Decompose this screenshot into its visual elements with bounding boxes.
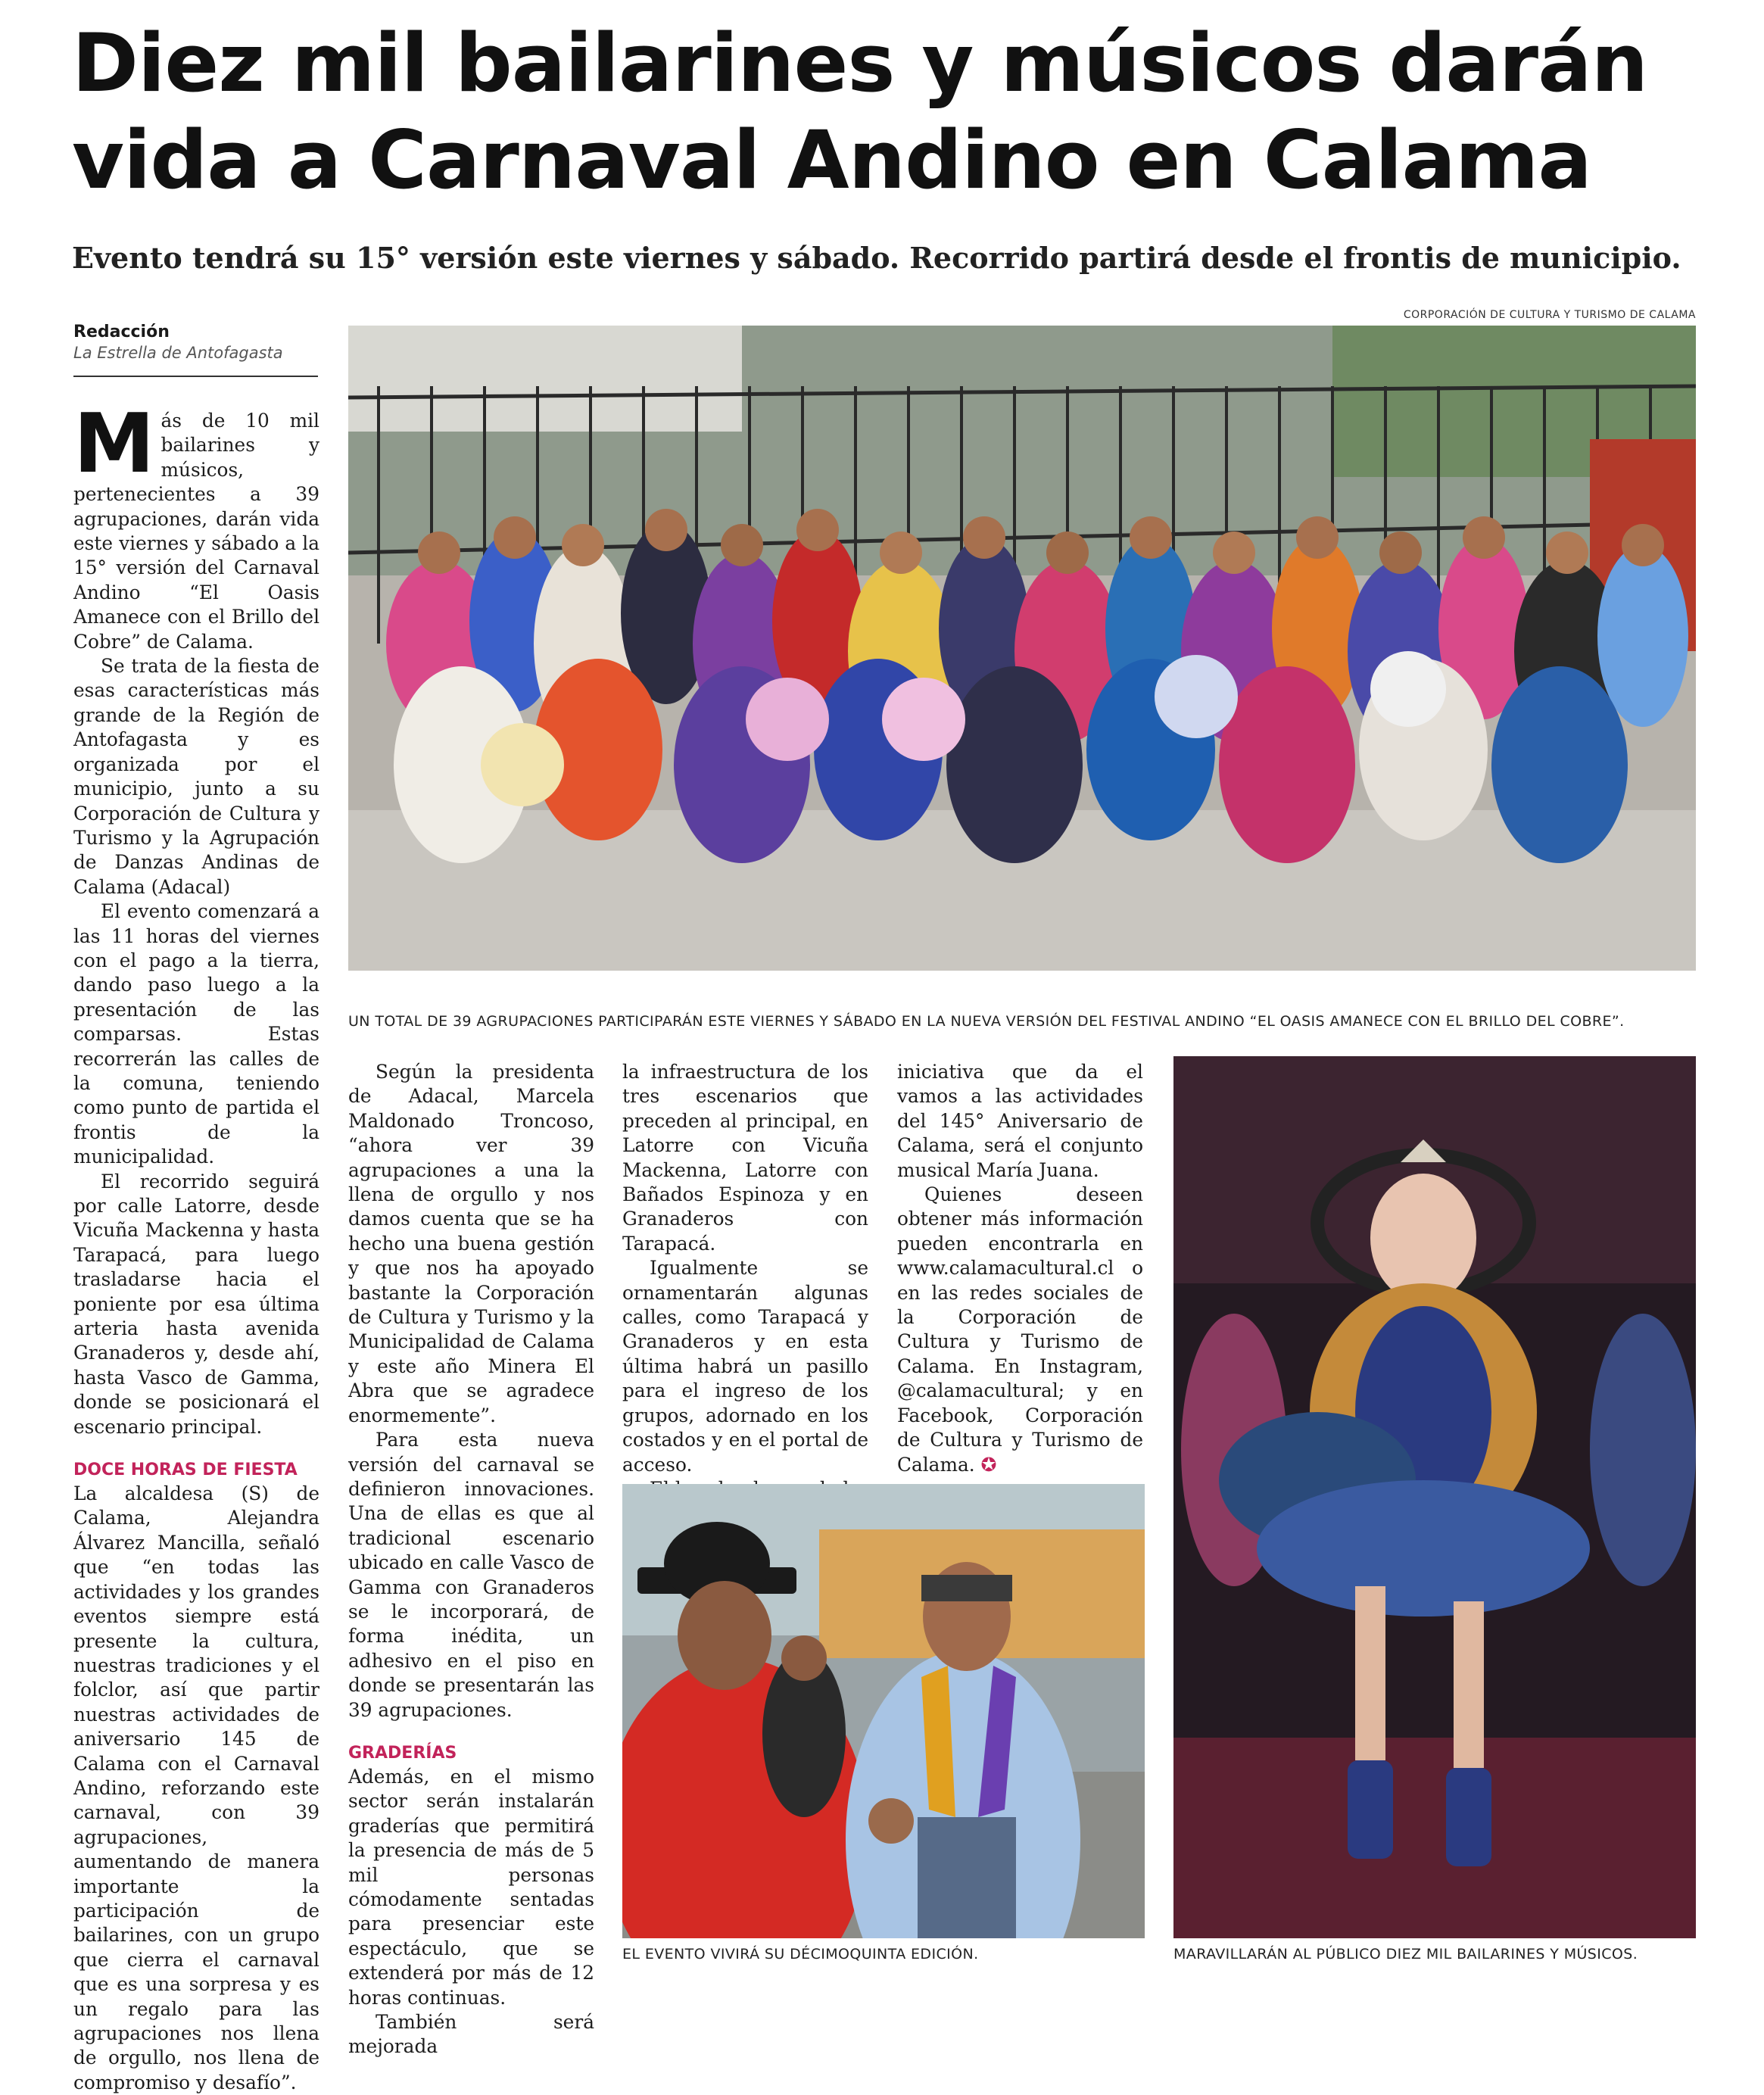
- paragraph-10: la infraestructura de los tres escenarios que preceden al principal, en Latorre con Vicuña Mackenna, Latorre con Bañados Espinoza y en Granaderos con Tarapacá.: [622, 1061, 868, 1255]
- dancer-photo-caption: MARAVILLARÁN AL PÚBLICO DIEZ MIL BAILARINES Y MÚSICOS.: [1173, 1946, 1638, 1963]
- article-column-3: [622, 1060, 868, 1501]
- article-column-2: [348, 1060, 594, 2059]
- paragraph-7: Para esta nueva versión del carnaval se definieron innovaciones. Una de ellas es que al tradicional escenario ubicado en calle Vasco de Gamma con Granaderos se le incorporará, de forma inédita, un adhesivo en el piso en donde se presentarán las 39 agrupaciones.: [348, 1429, 594, 1721]
- section-heading-doce-horas: DOCE HORAS DE FIESTA: [73, 1461, 298, 1480]
- handshake-photo-caption: EL EVENTO VIVIRÁ SU DÉCIMOQUINTA EDICIÓN.: [622, 1946, 979, 1963]
- article-column-1: [73, 397, 319, 2095]
- byline-publication: La Estrella de Antofagasta: [73, 344, 283, 362]
- paragraph-6: Según la presidenta de Adacal, Marcela Maldonado Troncoso, “ahora ver 39 agrupaciones a una la llena de orgullo y nos damos cuenta que se ha hecho una buena gestión y que nos ha apoyado bastante la Corporación de Cultura y Turismo y la Municipalidad de Calama y este año Minera El Abra que se agradece enormemente”.: [348, 1061, 594, 1426]
- headline-line-1: Diez mil bailarines y músicos darán: [72, 17, 1648, 110]
- paragraph-9: También será mejorada: [348, 2011, 594, 2058]
- headline-line-2: vida a Carnaval Andino en Calama: [72, 114, 1591, 207]
- main-photo-caption: UN TOTAL DE 39 AGRUPACIONES PARTICIPARÁN ESTE VIERNES Y SÁBADO EN LA NUEVA VERSIÓN DEL FESTIVAL ANDINO “EL OASIS AMANECE CON EL BRILLO DEL COBRE”.: [348, 1013, 1625, 1030]
- headline: [72, 15, 1700, 209]
- paragraph-3: El evento comenzará a las 11 horas del viernes con el pago a la tierra, dando paso luego a la presentación de las comparsas. Estas recorrerán las calles de la comuna, teniendo como punto de partida el frontis de la municipalidad.: [73, 900, 319, 1168]
- article-column-4: [897, 1060, 1143, 1477]
- byline-divider: [73, 376, 318, 377]
- paragraph-5: La alcaldesa (S) de Calama, Alejandra Álvarez Mancilla, señaló que “en todas las actividades y los grandes eventos siempre está presente la cultura, nuestras tradiciones y el folclor, así que partir nuestras actividades de aniversario 145 de Calama con el Carnaval Andino, reforzando este carnaval, con 39 agrupaciones, aumentando de manera importante la participación de bailarines, con un grupo que cierra el carnaval que es una sorpresa y es un regalo para las agrupaciones nos llena de orgullo, nos llena de compromiso y desafío”.: [73, 1482, 319, 2093]
- subheadline: Evento tendrá su 15° versión este viernes y sábado. Recorrido partirá desde el frontis de municipio.: [72, 241, 1681, 275]
- paragraph-11: Igualmente se ornamentarán algunas calles, como Tarapacá y Granaderos y en esta última habrá un pasillo para el ingreso de los grupos, adornado en los costados y en el portal de acceso.: [622, 1257, 868, 1476]
- paragraph-14: Quienes deseen obtener más información pueden encontrarla en www.calamacultural.cl o en las redes sociales de la Corporación de Cultura y Turismo de Calama. En Instagram, @calamacultural; y en Facebook, Corporación de Cultura y Turismo de Calama. ✪: [897, 1183, 1143, 1476]
- section-heading-graderias: GRADERÍAS: [348, 1743, 457, 1763]
- paragraph-2: Se trata de la fiesta de esas características más grande de la Región de Antofagasta y es organizada por el municipio, junto a su Corporación de Cultura y Turismo y la Agrupación de Danzas Andinas de Calama (Adacal): [73, 655, 319, 898]
- main-group-photo: [348, 326, 1696, 971]
- photo-credit: CORPORACIÓN DE CULTURA Y TURISMO DE CALAMA: [1403, 309, 1696, 321]
- drop-cap: M: [73, 397, 155, 491]
- byline-author: Redacción: [73, 323, 170, 341]
- paragraph-8: Además, en el mismo sector serán instalarán graderías que permitirá la presencia de más de 5 mil personas cómodamente sentadas para presenciar este espectáculo, que se extenderá por más de 12 horas continuas.: [348, 1765, 594, 2009]
- handshake-photo: [622, 1484, 1145, 1938]
- paragraph-1: Más de 10 mil bailarines y músicos, pertenecientes a 39 agrupaciones, darán vida este viernes y sábado a la 15° versión del Carnaval Andino “El Oasis Amanece con el Brillo del Cobre” de Calama.: [73, 397, 319, 653]
- paragraph-4: El recorrido seguirá por calle Latorre, desde Vicuña Mackenna y hasta Tarapacá, para luego trasladarse hacia el poniente por esa última arteria hasta avenida Granaderos y, desde ahí, hasta Vasco de Gamma, donde se posicionará el escenario principal.: [73, 1170, 319, 1438]
- paragraph-13: iniciativa que da el vamos a las actividades del 145° Aniversario de Calama, será el conjunto musical María Juana.: [897, 1061, 1143, 1181]
- end-mark-icon: ✪: [980, 1453, 997, 1476]
- dancer-photo: [1173, 1056, 1696, 1938]
